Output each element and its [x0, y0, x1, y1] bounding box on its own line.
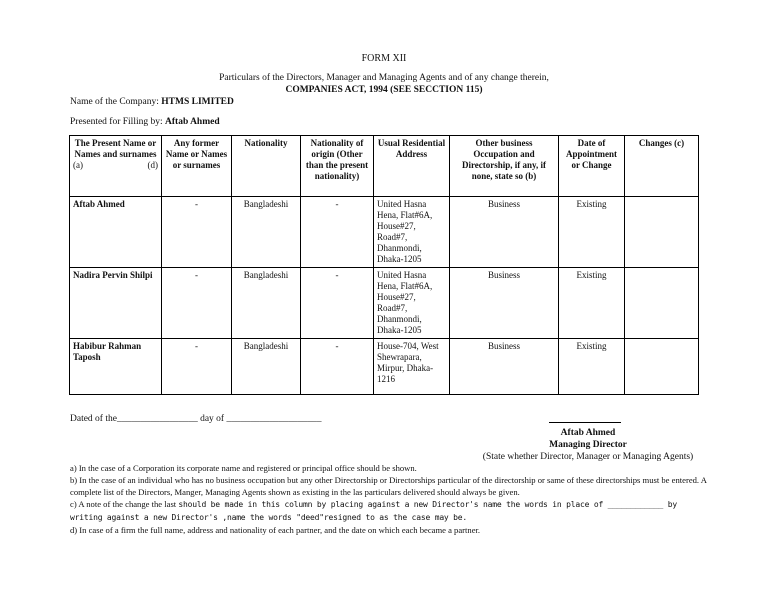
header-nationality: Nationality: [232, 136, 301, 197]
note-c-start: c) A note of the change the last: [70, 499, 177, 509]
note-b: b) In the case of an individual who has no business occupation but any other Directorship or Directorships particular of the directorship or same of these directorships must be entered. A complete list of the Directors, Manger, Managing Agents shown as existing in the las particulars delivered should always be given.: [70, 475, 707, 497]
note-c-rest: should be made in this column by placing against a new Director's name the words in place of ____________ by writing against a new Director's ,name the words "deed"resigned to as the case may be.: [70, 500, 677, 522]
cell-address: United Hasna Hena, Flat#6A, House#27, Road#7, Dhanmondi, Dhaka-1205: [374, 197, 450, 268]
cell-origin: -: [301, 339, 374, 395]
form-title: FORM XII: [361, 53, 407, 64]
header-former: Any former Name or Names or surnames: [162, 136, 232, 197]
signer-title: Managing Director: [549, 440, 627, 450]
cell-address: House-704, West Shewrapara, Mirpur, Dhaka-1216: [374, 339, 450, 395]
act-reference: COMPANIES ACT, 1994 (SEE SECCTION 115): [285, 85, 483, 95]
cell-name: Nadira Pervin Shilpi: [70, 268, 162, 339]
header-name: The Present Name or Names and surnames (a) (d): [70, 136, 162, 197]
cell-former: -: [162, 197, 232, 268]
cell-changes: [625, 339, 699, 395]
cell-address: United Hasna Hena, Flat#6A, House#27, Road#7, Dhanmondi, Dhaka-1205: [374, 268, 450, 339]
cell-date: Existing: [559, 268, 625, 339]
cell-former: -: [162, 268, 232, 339]
cell-former: -: [162, 339, 232, 395]
cell-name: Aftab Ahmed: [70, 197, 162, 268]
table-row: [70, 339, 699, 395]
cell-origin: -: [301, 197, 374, 268]
cell-business: Business: [450, 339, 559, 395]
cell-name: Habibur Rahman Taposh: [70, 339, 162, 395]
header-date: Date of Appointment or Change: [559, 136, 625, 197]
header-name-a: (a): [73, 160, 83, 170]
presented-by-line: [70, 117, 220, 127]
signature-line: [549, 414, 621, 423]
dated-line: Dated of the_________________ day of ____________________: [70, 414, 322, 424]
signature-block: [478, 427, 698, 463]
header-changes: Changes (c): [625, 136, 699, 197]
header-business: Other business Occupation and Directorship, if any, if none, state so (b): [450, 136, 559, 197]
cell-changes: [625, 197, 699, 268]
cell-nationality: Bangladeshi: [232, 197, 301, 268]
cell-date: Existing: [559, 197, 625, 268]
table-row: [70, 268, 699, 339]
cell-origin: -: [301, 268, 374, 339]
signer-note: (State whether Director, Manager or Managing Agents): [482, 452, 694, 462]
header-address: Usual Residential Address: [374, 136, 450, 197]
company-label: Name of the Company:: [70, 97, 159, 107]
presented-value: Aftab Ahmed: [165, 117, 220, 127]
cell-nationality: Bangladeshi: [232, 339, 301, 395]
presented-label: Presented for Filling by:: [70, 117, 163, 127]
cell-changes: [625, 268, 699, 339]
note-a: a) In the case of a Corporation its corporate name and registered or principal office should be shown.: [70, 463, 417, 473]
signer-name: Aftab Ahmed: [560, 428, 616, 438]
table-row: [70, 197, 699, 268]
company-name-line: [70, 97, 234, 107]
header-row: [70, 136, 699, 197]
company-value: HTMS LIMITED: [161, 97, 234, 107]
header-name-d: (d): [147, 160, 158, 170]
form-subtitle: Particulars of the Directors, Manager and Managing Agents and of any change therein,: [219, 73, 549, 83]
cell-date: Existing: [559, 339, 625, 395]
note-d: d) In case of a firm the full name, address and nationality of each partner, and the date on which each became a partner.: [70, 525, 481, 535]
cell-business: Business: [450, 197, 559, 268]
note-c: [70, 498, 710, 524]
footnotes: [70, 462, 710, 536]
cell-nationality: Bangladeshi: [232, 268, 301, 339]
header-origin: Nationality of origin (Other than the present nationality): [301, 136, 374, 197]
directors-table: [69, 135, 699, 395]
cell-business: Business: [450, 268, 559, 339]
